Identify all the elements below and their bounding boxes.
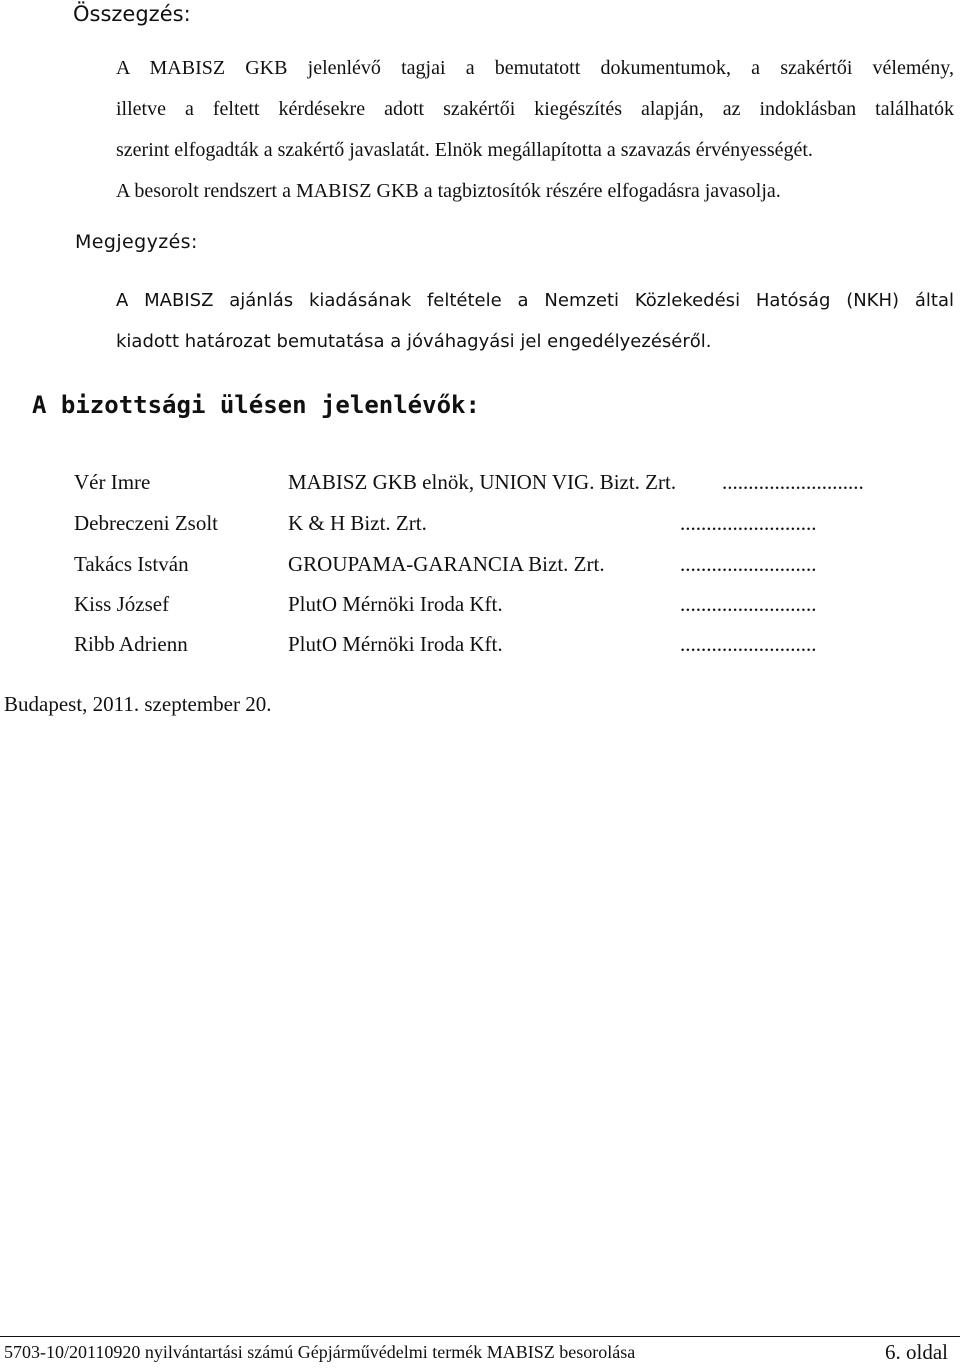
summary-heading: Összegzés:: [73, 2, 191, 26]
attendee-row: [74, 470, 954, 510]
signature-dots: ..........................: [680, 511, 817, 535]
signature-dots: ...........................: [722, 470, 864, 494]
attendee-name: Takács István: [74, 552, 189, 576]
attendee-organization: GROUPAMA-GARANCIA Bizt. Zrt.: [288, 552, 605, 576]
attendee-row: [74, 511, 954, 551]
page-number: 6. oldal: [885, 1340, 948, 1364]
summary-line: A MABISZ GKB jelenlévő tagjai a bemutatott dokumentumok, a szakértői vélemény,: [116, 57, 954, 79]
note-line: kiadott határozat bemutatása a jóváhagyási jel engedélyezéséről.: [116, 331, 712, 352]
attendee-organization: K & H Bizt. Zrt.: [288, 511, 427, 535]
note-paragraph: [116, 280, 954, 362]
summary-line: illetve a feltett kérdésekre adott szakértői kiegészítés alapján, az indoklásban találhatók: [116, 98, 954, 120]
attendee-organization: PlutO Mérnöki Iroda Kft.: [288, 592, 503, 616]
attendee-name: Vér Imre: [74, 470, 151, 494]
signature-dots: ..........................: [680, 592, 817, 616]
attendee-name: Ribb Adrienn: [74, 632, 188, 656]
signature-dots: ..........................: [680, 552, 817, 576]
note-heading: Megjegyzés:: [75, 231, 198, 253]
attendee-row: [74, 592, 954, 632]
attendee-row: [74, 632, 954, 672]
attendee-organization: MABISZ GKB elnök, UNION VIG. Bizt. Zrt.: [288, 470, 677, 494]
summary-paragraph: [116, 48, 954, 212]
summary-line: szerint elfogadták a szakértő javaslatát. Elnök megállapította a szavazás érvényességét.: [116, 139, 813, 161]
note-line: A MABISZ ajánlás kiadásának feltétele a Nemzeti Közlekedési Hatóság (NKH) által: [116, 290, 954, 311]
footer-text: 5703-10/20110920 nyilvántartási számú Gépjárművédelmi termék MABISZ besorolása: [4, 1342, 636, 1362]
footer-divider: [0, 1336, 960, 1337]
attendee-organization: PlutO Mérnöki Iroda Kft.: [288, 632, 503, 656]
date-line: Budapest, 2011. szeptember 20.: [4, 692, 272, 716]
attendee-name: Debreczeni Zsolt: [74, 511, 219, 535]
signature-dots: ..........................: [680, 632, 817, 656]
attendee-row: [74, 552, 954, 592]
attendees-heading: A bizottsági ülésen jelenlévők:: [32, 391, 480, 419]
summary-line: A besorolt rendszert a MABISZ GKB a tagbiztosítók részére elfogadásra javasolja.: [116, 180, 781, 202]
attendee-name: Kiss József: [74, 592, 170, 616]
